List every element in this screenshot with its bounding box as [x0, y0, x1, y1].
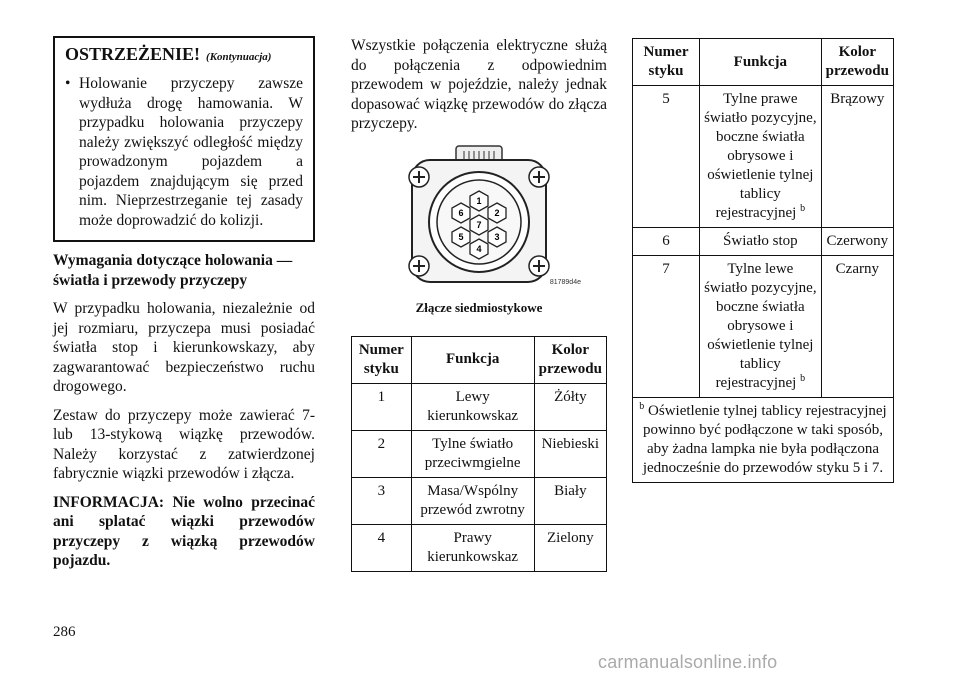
pin-function: Lewy kierunkowskaz — [411, 383, 534, 430]
figure-caption: Złącze siedmiostykowe — [415, 299, 543, 315]
pin-function: Światło stop — [700, 228, 822, 256]
footnote-text: Oświetlenie tylnej tablicy rejestracyjnej powinno być podłączone w taki sposób, aby żadna lampka nie była podłączona jednocześnie do przewodów styku 5 i 7. — [642, 403, 887, 476]
pin-table-1 — [351, 336, 607, 572]
bullet-icon: • — [65, 75, 71, 92]
pin-function: Tylne światło przeciwmgielne — [411, 430, 534, 477]
pin-4 — [470, 239, 488, 259]
paragraph-requirements: W przypadku holowania, niezależnie od jej rozmiaru, przyczepa musi posiadać światła stop i kierunkowskazy, aby zagwarantować bezpieczeństwo ruchu drogowego. — [53, 300, 315, 395]
table-row — [633, 256, 894, 398]
pin-number: 4 — [352, 524, 412, 571]
pin-6 — [452, 203, 470, 223]
right-column — [632, 38, 894, 483]
left-column — [53, 36, 315, 571]
table-footnote-row — [633, 398, 894, 483]
screw-icon-bottom-right — [529, 256, 549, 276]
pin-3 — [488, 227, 506, 247]
table-row — [633, 228, 894, 256]
svg-text:7: 7 — [476, 219, 482, 230]
image-code-label: 81789d4e — [549, 278, 581, 286]
footnote-mark: b — [639, 401, 645, 412]
intro-paragraph: Wszystkie połączenia elektryczne służą do połączenia z odpowiednim przewodem w pojeździe, należy jednak dopasować wiązkę przewodów do złącza przyczepy. — [351, 37, 607, 132]
warning-bullet-item — [65, 74, 303, 230]
page-number: 286 — [53, 624, 76, 640]
screw-icon-top-left — [409, 167, 429, 187]
header-function: Funkcja — [411, 336, 534, 383]
pin-5 — [452, 227, 470, 247]
pin-7 — [470, 215, 488, 235]
seven-pin-connector-illustration — [374, 142, 584, 292]
pin-function: Prawy kierunkowskaz — [411, 524, 534, 571]
footnote-cell — [633, 398, 894, 483]
pin-number: 1 — [352, 383, 412, 430]
table-row — [352, 524, 607, 571]
header-function: Funkcja — [700, 39, 822, 86]
svg-text:6: 6 — [458, 207, 464, 218]
table-row — [352, 430, 607, 477]
screw-icon-bottom-left — [409, 256, 429, 276]
warning-box — [53, 36, 315, 242]
screw-icon-top-right — [529, 167, 549, 187]
watermark-text: carmanualsonline.info — [598, 652, 778, 672]
wire-color: Niebieski — [534, 430, 606, 477]
wire-color: Czarny — [821, 256, 893, 398]
pin-function-cell — [700, 256, 822, 398]
svg-text:4: 4 — [476, 243, 482, 254]
pin-function-cell — [700, 86, 822, 228]
table-row — [352, 383, 607, 430]
table-row — [352, 477, 607, 524]
header-color: Kolor przewodu — [821, 39, 893, 86]
footnote-mark: b — [800, 373, 806, 384]
section-heading: Wymagania dotyczące holowania — światła i przewody przyczepy — [53, 252, 293, 289]
wire-color: Zielony — [534, 524, 606, 571]
pin-1 — [470, 191, 488, 211]
warning-title-line — [65, 43, 303, 68]
warning-continuation: (Kontynuacja) — [206, 51, 272, 63]
info-note: INFORMACJA: Nie wolno przecinać ani splatać wiązki przewodów przyczepy z wiązką przewodów pojazdu. — [53, 493, 315, 569]
wire-color: Brązowy — [821, 86, 893, 228]
pin-number: 7 — [633, 256, 700, 398]
pin-2 — [488, 203, 506, 223]
header-color: Kolor przewodu — [534, 336, 606, 383]
warning-title: OSTRZEŻENIE! — [65, 44, 201, 64]
pin-function: Tylne lewe światło pozycyjne, boczne światła obrysowe i oświetlenie tylnej tablicy rejestracyjnej — [704, 261, 817, 391]
table-row — [633, 86, 894, 228]
wire-color: Biały — [534, 477, 606, 524]
header-pin: Numer styku — [352, 336, 412, 383]
header-pin: Numer styku — [633, 39, 700, 86]
pin-number: 5 — [633, 86, 700, 228]
connector-figure — [351, 142, 607, 316]
pin-function: Masa/Wspólny przewód zwrotny — [411, 477, 534, 524]
paragraph-harness: Zestaw do przyczepy może zawierać 7- lub 13-stykową wiązkę przewodów. Należy korzystać z zatwierdzonej fabrycznie wiązki przewodów i złącza. — [53, 406, 315, 482]
warning-text: Holowanie przyczepy zawsze wydłuża drogę hamowania. W przypadku holowania przyczepy należy zwiększyć odległość między prowadzonym pojazdem a pojazdem znajdującym się przed nim. Nieprzestrzeganie tej zasady może doprowadzić do kolizji. — [79, 75, 303, 229]
svg-text:5: 5 — [458, 231, 464, 242]
pin-function: Tylne prawe światło pozycyjne, boczne światła obrysowe i oświetlenie tylnej tablicy rejestracyjnej — [704, 91, 817, 221]
pin-number: 2 — [352, 430, 412, 477]
pin-number: 3 — [352, 477, 412, 524]
middle-column — [351, 36, 607, 572]
table-header-row — [352, 336, 607, 383]
pin-table-2 — [632, 38, 894, 483]
svg-text:1: 1 — [476, 195, 482, 206]
pin-number: 6 — [633, 228, 700, 256]
footnote-mark: b — [800, 203, 806, 214]
svg-text:3: 3 — [494, 231, 500, 242]
wire-color: Żółty — [534, 383, 606, 430]
wire-color: Czerwony — [821, 228, 893, 256]
svg-text:2: 2 — [494, 207, 500, 218]
table-header-row — [633, 39, 894, 86]
